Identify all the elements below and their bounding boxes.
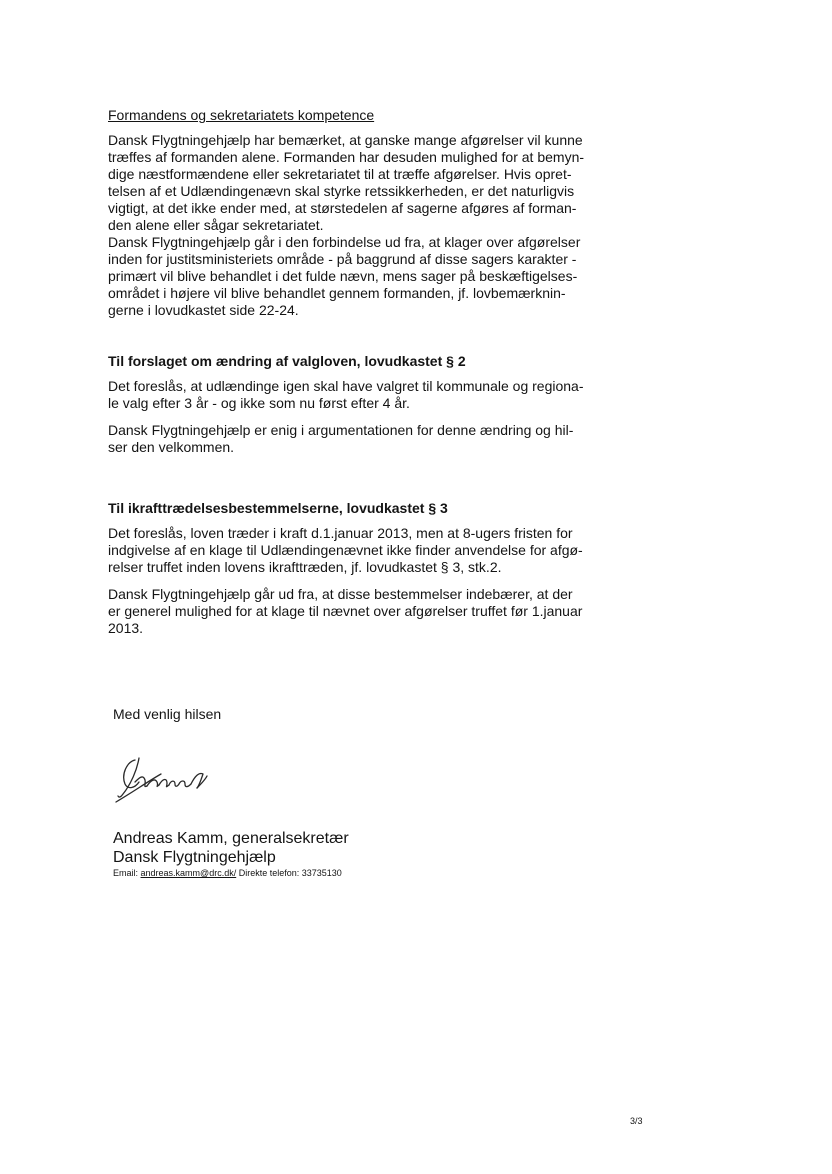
text-line: den alene eller sågar sekretariatet. [108,217,324,233]
text-line: området i højere vil blive behandlet gennem formanden, jf. lovbemærknin- [108,285,566,301]
section-competence [108,107,648,319]
paragraph-commencement-1 [108,525,648,576]
handwritten-signature [113,752,263,804]
text-line: relser truffet inden lovens ikrafttræden, jf. lovudkastet § 3, stk.2. [108,559,502,575]
page-number: 3/3 [630,1116,643,1126]
text-line: telsen af et Udlændingenævn skal styrke retssikkerheden, er det naturligvis [108,183,575,199]
text-line: Dansk Flygtningehjælp går i den forbindelse ud fra, at klager over afgørelser [108,234,581,250]
phone-label: Direkte telefon: [238,868,300,878]
signer-block [113,829,349,879]
paragraph-commencement-2 [108,586,648,637]
contact-line [113,868,349,879]
paragraph-competence-2 [108,234,648,319]
section-election-law [108,353,648,456]
email-label: Email: [113,868,139,878]
phone-number: 33735130 [301,868,342,878]
paragraph-election-law-1 [108,378,648,412]
text-line: Det foreslås, at udlændinge igen skal have valgret til kommunale og regiona- [108,378,584,394]
paragraph-election-law-2 [108,422,648,456]
text-line: primært vil blive behandlet i det fulde nævn, mens sager på beskæftigelses- [108,268,578,284]
text-line: Dansk Flygtningehjælp er enig i argumentationen for denne ændring og hil- [108,422,574,438]
section-heading-commencement: Til ikrafttrædelsesbestemmelserne, lovudkastet § 3 [108,500,448,516]
section-heading-election-law: Til forslaget om ændring af valgloven, lovudkastet § 2 [108,353,466,369]
text-line: Det foreslås, loven træder i kraft d.1.januar 2013, men at 8-ugers fristen for [108,525,573,541]
text-line: ser den velkommen. [108,439,235,455]
text-line: dige næstformændene eller sekretariatet til at træffe afgørelser. Hvis opret- [108,166,572,182]
signer-organization: Dansk Flygtningehjælp [113,849,276,866]
text-line: er generel mulighed for at klage til nævnet over afgørelser truffet før 1.januar [108,603,583,619]
text-line: Dansk Flygtningehjælp går ud fra, at disse bestemmelser indebærer, at der [108,586,573,602]
text-line: træffes af formanden alene. Formanden har desuden mulighed for at bemyn- [108,149,585,165]
text-line: indgivelse af en klage til Udlændingenævnet ikke finder anvendelse for afgø- [108,542,583,558]
text-line: le valg efter 3 år - og ikke som nu først efter 4 år. [108,395,410,411]
text-line: gerne i lovudkastet side 22-24. [108,302,299,318]
section-commencement [108,500,648,637]
paragraph-competence-1 [108,132,648,234]
text-line: Dansk Flygtningehjælp har bemærket, at ganske mange afgørelser vil kunne [108,132,583,148]
email-link[interactable]: andreas.kamm@drc.dk/ [140,868,237,878]
text-line: vigtigt, at det ikke ender med, at størstedelen af sagerne afgøres af forman- [108,200,577,216]
text-line: inden for justitsministeriets område - på baggrund af disse sagers karakter - [108,251,577,267]
text-line: 2013. [108,620,144,636]
section-heading-competence: Formandens og sekretariatets kompetence [108,107,375,123]
closing-greeting: Med venlig hilsen [113,706,222,722]
signer-name-title: Andreas Kamm, generalsekretær [113,830,349,847]
